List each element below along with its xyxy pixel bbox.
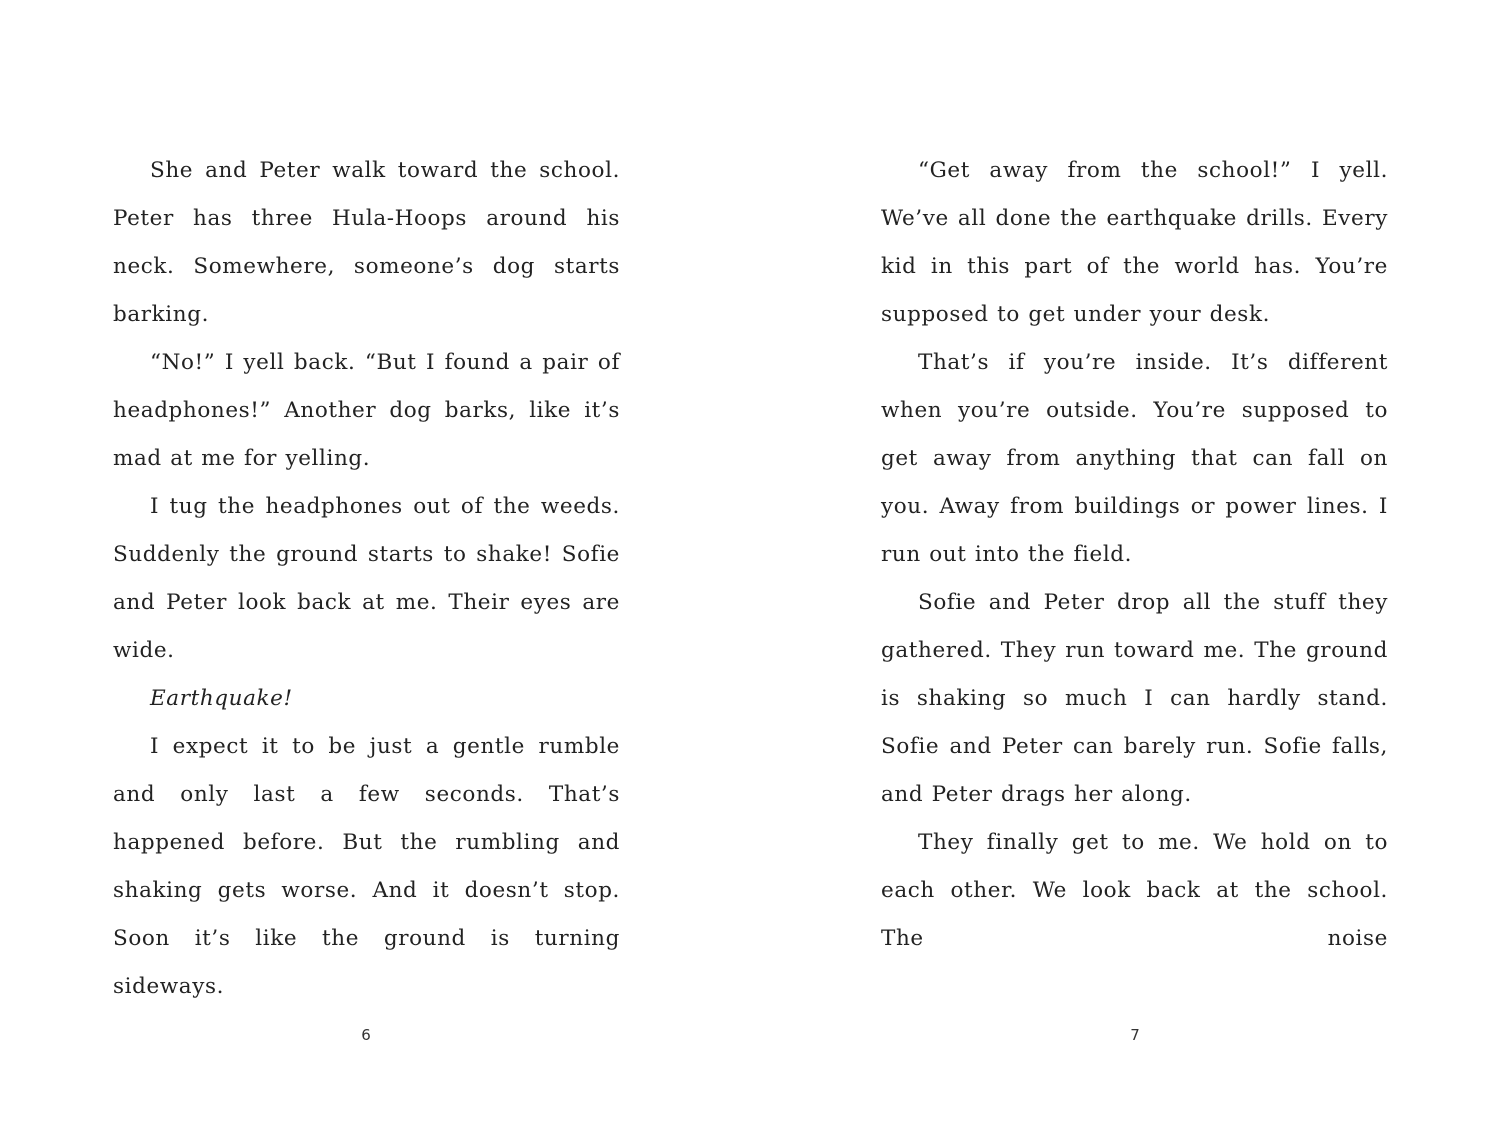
paragraph-emphasis: Earthquake! bbox=[150, 686, 293, 711]
paragraph: Sofie and Peter drop all the stuff they gathered. They run toward me. The ground is shaking so much I can hardly stand. Sofie and Peter can barely run. Sofie falls, and Peter drags her along. bbox=[881, 590, 1388, 807]
paragraph: I tug the headphones out of the weeds. Suddenly the ground starts to shake! Sofie and Peter look back at me. Their eyes are wide. bbox=[113, 494, 620, 663]
paragraph-continued: They finally get to me. We hold on to each other. We look back at the school. The noise bbox=[881, 830, 1388, 951]
paragraph: “Get away from the school!” I yell. We’ve all done the earthquake drills. Every kid in this part of the world has. You’re supposed to get under your desk. bbox=[881, 158, 1388, 327]
right-page-text bbox=[881, 147, 1388, 963]
right-page bbox=[750, 0, 1500, 1125]
page-number: 7 bbox=[1130, 1026, 1140, 1044]
paragraph: I expect it to be just a gentle rumble and only last a few seconds. That’s happened before. But the rumbling and shaking gets worse. And it doesn’t stop. Soon it’s like the ground is turning sideways. bbox=[113, 734, 620, 999]
paragraph: That’s if you’re inside. It’s different when you’re outside. You’re supposed to get away from anything that can fall on you. Away from buildings or power lines. I run out into the field. bbox=[881, 350, 1388, 567]
paragraph: “No!” I yell back. “But I found a pair of headphones!” Another dog barks, like it’s mad at me for yelling. bbox=[113, 350, 620, 471]
page-number: 6 bbox=[361, 1026, 371, 1044]
left-page-text bbox=[113, 147, 620, 1011]
paragraph: She and Peter walk toward the school. Peter has three Hula-Hoops around his neck. Somewhere, someone’s dog starts barking. bbox=[113, 158, 620, 327]
